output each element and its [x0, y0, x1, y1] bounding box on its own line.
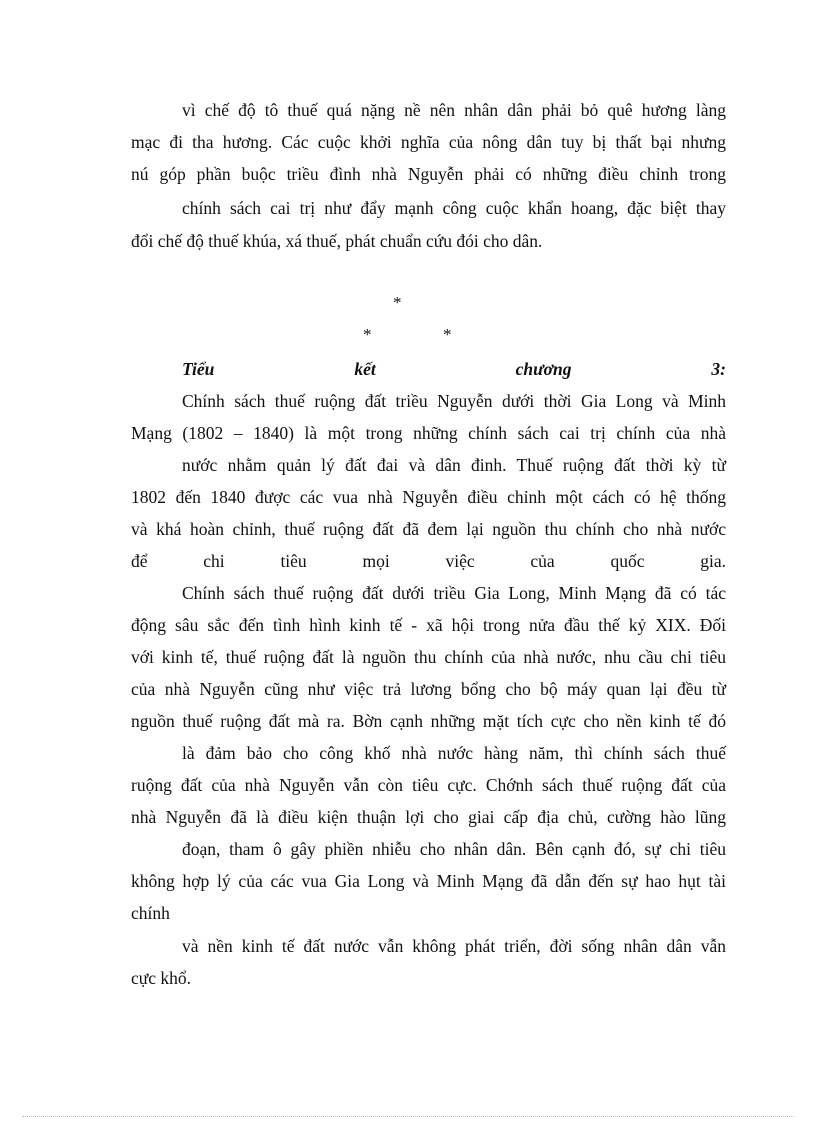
text-line: và khá hoàn chỉnh, thuế ruộng đất đã đem lại nguồn thu chính cho nhà nước — [131, 519, 726, 539]
text-line: chính — [131, 903, 170, 923]
text-line: không hợp lý của các vua Gia Long và Minh Mạng đã dẫn đến sự hao hụt tài — [131, 871, 726, 891]
text-line: nú góp phần buộc triều đình nhà Nguyễn phải có những điều chỉnh trong — [131, 164, 726, 184]
text-line: và nền kinh tế đất nước vẫn không phát triển, đời sống nhân dân vẫn — [182, 936, 726, 956]
separator-star: * — [363, 325, 372, 344]
section-heading: Tiểu kết chương 3: — [182, 359, 726, 379]
text-line: là đảm bảo cho công khố nhà nước hàng năm, thì chính sách thuế — [182, 743, 726, 763]
text-line: nước nhằm quản lý đất đai và dân đinh. Thuế ruộng đất thời kỳ từ — [182, 455, 726, 475]
text-line: chính sách cai trị như đẩy mạnh công cuộc khẩn hoang, đặc biệt thay — [182, 198, 726, 218]
text-line: 1802 đến 1840 được các vua nhà Nguyễn điều chỉnh một cách có hệ thống — [131, 487, 726, 507]
text-line: Chính sách thuế ruộng đất dưới triều Gia Long, Minh Mạng đã có tác — [182, 583, 726, 603]
text-line: với kinh tế, thuế ruộng đất là nguồn thu chính của nhà nước, nhu cầu chi tiêu — [131, 647, 726, 667]
text-line: cực khổ. — [131, 968, 192, 988]
text-line: đổi chế độ thuế khúa, xá thuế, phát chuẩn cứu đói cho dân. — [131, 231, 543, 251]
text-line: mạc đi tha hương. Các cuộc khởi nghĩa của nông dân tuy bị thất bại nhưng — [131, 132, 726, 152]
page-bottom-divider — [22, 1116, 794, 1117]
text-line: Mạng (1802 – 1840) là một trong những chính sách cai trị chính của nhà — [131, 423, 726, 443]
text-line: đoạn, tham ô gây phiền nhiễu cho nhân dân. Bên cạnh đó, sự chi tiêu — [182, 839, 726, 859]
separator-star: * — [443, 325, 452, 344]
text-line: nhà Nguyễn đã là điều kiện thuận lợi cho giai cấp địa chủ, cường hào lũng — [131, 807, 726, 827]
text-line: Chính sách thuế ruộng đất triều Nguyễn dưới thời Gia Long và Minh — [182, 391, 726, 411]
text-line: của nhà Nguyễn cũng như việc trả lương bổng cho bộ máy quan lại đều từ — [131, 679, 726, 699]
text-line: nguồn thuế ruộng đất mà ra. Bờn cạnh những mặt tích cực cho nền kinh tế đó — [131, 711, 726, 731]
separator-star: * — [393, 293, 402, 312]
text-line: động sâu sắc đến tình hình kinh tế - xã hội trong nửa đầu thế kỷ XIX. Đối — [131, 615, 726, 635]
text-line: ruộng đất của nhà Nguyễn vẫn còn tiêu cực. Chớnh sách thuế ruộng đất của — [131, 775, 726, 795]
text-line: vì chế độ tô thuế quá nặng nề nên nhân dân phải bỏ quê hương làng — [182, 100, 726, 120]
text-line: để chi tiêu mọi việc của quốc gia. — [131, 551, 726, 571]
